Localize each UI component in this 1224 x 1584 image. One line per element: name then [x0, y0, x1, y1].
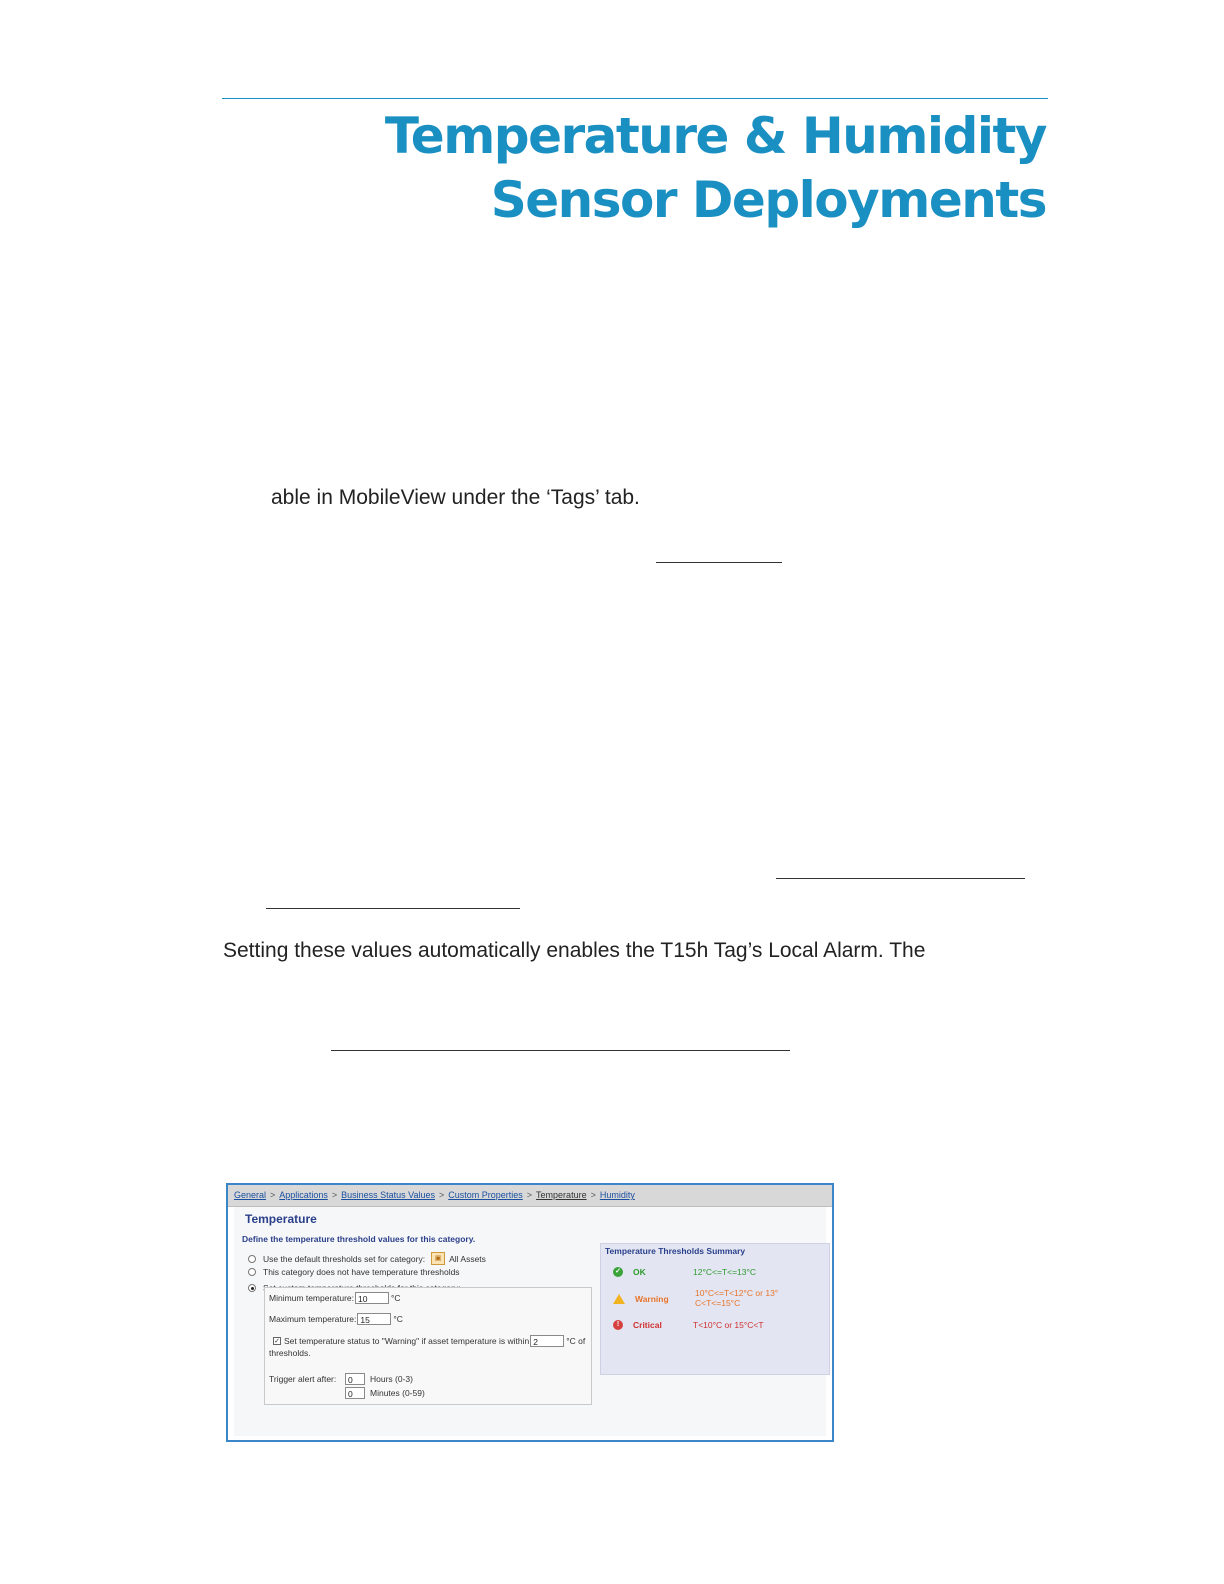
option-default-thresholds[interactable] [248, 1252, 486, 1265]
trigger-hours-input[interactable]: 0 [345, 1373, 365, 1385]
section-description: Define the temperature threshold values for this category. [242, 1234, 476, 1244]
breadcrumb-temperature: Temperature [536, 1190, 587, 1200]
settings-content [234, 1207, 826, 1436]
page-title-line-1: Temperature & Humidity [384, 107, 1046, 165]
breadcrumb-separator: > [590, 1190, 596, 1200]
warning-margin-suffix-line: thresholds. [269, 1348, 311, 1358]
radio-none[interactable] [248, 1268, 256, 1276]
max-temperature-row [269, 1313, 403, 1325]
breadcrumb-separator: > [270, 1190, 276, 1200]
warning-margin-row [273, 1335, 585, 1347]
section-title: Temperature [245, 1212, 317, 1226]
header-rule [222, 98, 1048, 99]
option-no-thresholds[interactable] [248, 1267, 460, 1277]
option-default-category[interactable]: All Assets [449, 1253, 486, 1264]
option-default-label: Use the default thresholds set for category: [263, 1253, 426, 1264]
body-text-local-alarm: Setting these values automatically enables the T15h Tag’s Local Alarm. The [223, 939, 926, 962]
summary-warning-value-line-1: 10°C<=T<12°C or 13° [695, 1288, 779, 1298]
breadcrumb-separator: > [438, 1190, 445, 1200]
summary-warning-value [695, 1288, 795, 1308]
body-text-tags-tab: able in MobileView under the ‘Tags’ tab. [271, 486, 640, 509]
warning-margin-suffix: °C of [566, 1336, 586, 1346]
min-temperature-unit: °C [391, 1293, 401, 1303]
breadcrumb-general[interactable]: General [234, 1190, 267, 1200]
summary-row-critical [613, 1320, 793, 1330]
breadcrumb-business-status-values[interactable]: Business Status Values [341, 1190, 435, 1200]
trigger-hours-row [269, 1373, 413, 1385]
max-temperature-unit: °C [393, 1314, 403, 1324]
summary-title: Temperature Thresholds Summary [605, 1246, 746, 1256]
custom-thresholds-group [264, 1287, 592, 1405]
trigger-minutes-row [345, 1387, 425, 1399]
trigger-minutes-input[interactable]: 0 [345, 1387, 365, 1399]
trigger-minutes-label: Minutes (0-59) [370, 1388, 425, 1398]
min-temperature-row [269, 1292, 401, 1304]
breadcrumb-custom-properties[interactable]: Custom Properties [448, 1190, 523, 1200]
min-temperature-label: Minimum temperature: [269, 1293, 355, 1303]
warning-checkbox[interactable]: ✓ [274, 1338, 280, 1345]
summary-ok-value: 12°C<=T<=13°C [693, 1267, 757, 1277]
summary-critical-label: Critical [633, 1320, 662, 1330]
max-temperature-input[interactable]: 15 [357, 1313, 391, 1325]
summary-warning-value-line-2: C<T<=15°C [695, 1298, 741, 1308]
breadcrumb-applications[interactable]: Applications [279, 1190, 328, 1200]
underline-mark [656, 562, 782, 563]
ok-check-icon: ✓ [613, 1267, 623, 1277]
underline-mark [266, 908, 520, 909]
category-icon[interactable]: ▣ [431, 1252, 445, 1265]
warning-triangle-icon [613, 1294, 625, 1304]
thresholds-summary-panel [600, 1243, 830, 1375]
breadcrumb [228, 1185, 832, 1207]
min-temperature-input[interactable]: 10 [355, 1292, 389, 1304]
critical-alert-icon: ! [613, 1320, 623, 1330]
summary-ok-label: OK [633, 1267, 646, 1277]
breadcrumb-separator: > [526, 1190, 533, 1200]
trigger-hours-label: Hours (0-3) [370, 1374, 413, 1384]
summary-warning-label: Warning [635, 1294, 669, 1304]
trigger-alert-label: Trigger alert after: [269, 1374, 337, 1384]
page-title [385, 104, 1046, 232]
page-title-line-2: Sensor Deployments [490, 171, 1046, 229]
radio-custom[interactable] [248, 1284, 256, 1292]
warning-margin-input[interactable]: 2 [530, 1335, 564, 1347]
breadcrumb-separator: > [331, 1190, 338, 1200]
summary-row-ok [613, 1267, 793, 1277]
breadcrumb-humidity[interactable]: Humidity [599, 1190, 635, 1200]
radio-default[interactable] [248, 1255, 256, 1263]
warning-check-label: Set temperature status to "Warning" if asset temperature is within [284, 1336, 530, 1346]
underline-mark [331, 1050, 790, 1051]
threshold-settings-screenshot [226, 1183, 834, 1442]
summary-row-warning [613, 1288, 795, 1308]
underline-mark [776, 878, 1025, 879]
summary-critical-value: T<10°C or 15°C<T [693, 1320, 764, 1330]
option-none-label: This category does not have temperature thresholds [263, 1267, 460, 1277]
max-temperature-label: Maximum temperature: [269, 1314, 357, 1324]
